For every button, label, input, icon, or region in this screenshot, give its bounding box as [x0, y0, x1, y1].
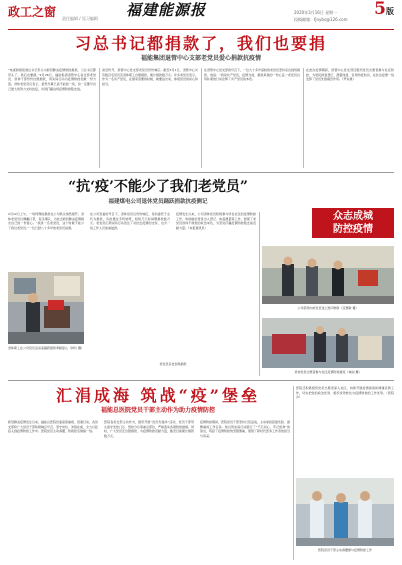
article1-col1: “电视新闻报道总书记带头为新冠肺炎疫情防控捐款，习总书记都带头了，我们也要捐。”2月26日，福能集团退管中心各支部老党员、退休干部纷纷自愿捐款，用实际行动为疫情防控贡献一份力量。退休老党员们表示，虽然年事已高不能到一线，但一定要尽自己最大的努力支持抗疫，共同打赢这场疫情防控阻击战。 [8, 68, 96, 91]
page-number-value: 5 [374, 0, 386, 19]
issue-date: 2020年3月16日 星期一 [294, 10, 338, 15]
page-header [8, 0, 394, 27]
article1-subtitle: 福能集团退管中心支部老党员爱心捐款抗疫情 [140, 55, 261, 62]
article3-col4: 医院还积极组织党员志愿者深入社区，协助开展疫情排查和健康宣教工作，切实把党的政治优势、组织优势转化为疫情防控的工作优势。（医院办） [296, 386, 394, 400]
contact-email: 投稿邮箱：fjnybs@126.com [294, 17, 348, 22]
column-rule [259, 212, 260, 376]
photo-visit-image [262, 246, 394, 304]
article3-subtitle: 福能总医院党员干部主动作为助力疫情防控 [100, 407, 215, 414]
photo-donation-line-image [8, 272, 84, 344]
feature-box-line1: 众志成城 [333, 211, 373, 222]
photo-community-image [262, 318, 394, 368]
article2-col3: 疫情发生以来，公司退休党员积极参与所在社区的疫情防控工作，协助做好居民出入登记、体温测量等工作，展现了老党员退休不褪色的政治本色，为坚决打赢疫情防控阻击战贡献力量。（本报通讯员） [176, 212, 256, 231]
article1-title: 习总书记都捐款了，我们也要捐 [74, 34, 327, 53]
photo-hospital [296, 478, 394, 546]
feature-box-title [312, 208, 394, 238]
photo-donation-line [8, 272, 84, 344]
newspaper-brand: 福建能源报 [126, 1, 207, 19]
header-rule [8, 29, 394, 30]
article2-col1: 2月12日上午，一场特殊的捐款在公司机关悄然展开。退休老党员们佩戴口罩，有序排队，为抗击新冠肺炎疫情捐出自己的一份爱心。“我是一名老党员，这个时候不能少了我们老党员。”一位已经八十多岁的老党员说道。 [8, 212, 84, 231]
article2-title: “抗‘疫’不能少了我们老党员” [68, 179, 248, 195]
article3-title: 汇涓成海 筑战“疫”堡垒 [56, 386, 260, 405]
article1-col4: 在此次疫情期间，退管中心党支部还组织党员志愿者参与社区防控，为居民排查登记、测量体温、宣传防疫知识，在抗击疫情一线发挥了党员先锋模范作用。（罗东晨） [306, 68, 394, 82]
page-number [374, 0, 394, 19]
column-rule [99, 68, 100, 168]
article2-subtitle: 福建煤电公司退休党员踊跃捐款抗疫侧记 [108, 199, 208, 205]
article1-col2: 消息传开，退管中心党支部老党员纷纷响应。截至3月1日，退管中心共有数百名党员及退休职工自愿捐款，累计捐款数万元。许多老党员表示，作为一名共产党员，在国家需要的时候，就要站出来，体现党员的初心和担当。 [102, 68, 198, 87]
column-rule [293, 386, 294, 560]
editors-line: 责任编辑 / 见习编辑 [62, 16, 98, 21]
page-suffix: 版 [386, 6, 394, 16]
section-divider-2 [8, 380, 394, 381]
feature-box-line2: 防控疫情 [333, 224, 373, 235]
article1-col3: 在退管中心党支部的号召下，一位九十多岁高龄的老党员坚持亲自到场捐款，他说：“我是共产党员，疫情当前，捐款是我的一份心意。”老党员们用朴素的行动诠释了共产党员的本色。 [204, 68, 300, 82]
article3-col1: 新冠肺炎疫情发生以来，福能总医院党委高度重视、迅速行动，各党支部和广大党员干部积极响应号召，坚守岗位、冲锋在前，全力以赴投入到疫情防控工作中。医院党员主动请缨，积极报名驰援一线。 [8, 420, 98, 434]
photo2-caption: 老党员亲自到场捐款 [159, 362, 187, 366]
section-divider-1 [8, 172, 394, 173]
photo-hospital-image [296, 478, 394, 546]
photo-visit [262, 246, 394, 304]
article3-col3: 疫情防控期间，医院党员干部坚持日夜奋战，主动承担起最危险、最繁重的工作任务。他们用实际行动践行了“不忘初心、牢记使命”的誓言，筑起了疫情防控的坚强堡垒，展现了新时代医务工作者的担当与风采。 [200, 420, 290, 439]
section-title: 政工之窗 [8, 5, 57, 19]
photo5-caption: 医院党员干部主动请缨参与疫情防控工作 [317, 548, 372, 552]
photo1-caption: 退休职工在公司党员活动室踊跃捐款奉献爱心（钟玲 摄） [8, 346, 84, 350]
article2-col2: 在公司党委的号召下，退休党员们纷纷响应，有的委托子女代为捐款，有的通过手机转账，短短几天时间便捐款数万元。老党员们用实际行动表达了对抗击疫情的支持，也为一线工作人员加油鼓劲。 [90, 212, 170, 231]
article3-col2: 医院各党支部主动作为，组织开展“党员先锋岗”活动，党员干部带头值守发热门诊、预检分诊等重点部位，严格落实各项防控措施。同时，广大党员还自愿捐款，为疫情防控贡献力量，截至目前累计捐款数万元。 [104, 420, 194, 439]
column-rule [201, 68, 202, 168]
photo3-caption: 公司领导向老党员送上慰问物资（张慧敏 摄） [297, 306, 359, 310]
photo-community [262, 318, 394, 368]
photo4-caption: 退休党员志愿者参与社区疫情防控值班（林丽 摄） [294, 370, 362, 374]
column-rule [303, 68, 304, 168]
